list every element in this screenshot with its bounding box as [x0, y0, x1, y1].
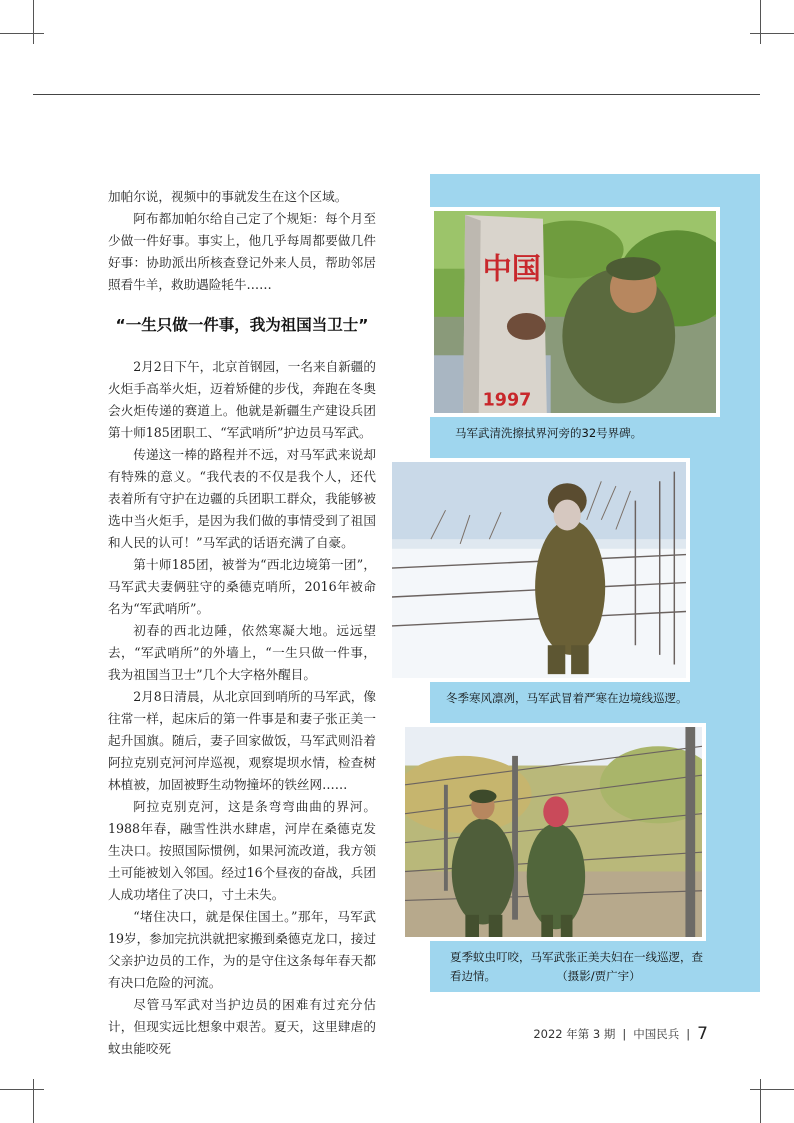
photo-boundary-marker	[430, 207, 720, 417]
paragraph: 阿布都加帕尔给自己定了个规矩：每个月至少做一件好事。事实上，他几乎每周都要做几件好事：协助派出所核查登记外来人员，帮助邻居照看牛羊，救助遇险牦牛……	[108, 211, 376, 292]
paragraph: “堵住决口，就是保住国土。”那年，马军武19岁，参加完抗洪就把家搬到桑德克龙口，接过父亲护边员的工作，为的是守住这条每年春天都有决口危险的河流。	[108, 909, 376, 990]
crop-mark-top-left	[0, 33, 44, 34]
paragraph: 尽管马军武对当护边员的困难有过充分估计，但现实远比想象中艰苦。夏天，这里肆虐的蚊虫能咬死	[108, 997, 376, 1056]
page-number: 7	[697, 1024, 708, 1044]
header-rule	[33, 94, 760, 95]
crop-mark-bottom-left-v	[33, 1079, 34, 1123]
caption-1: 马军武清洗擦拭界河旁的32号界碑。	[455, 426, 643, 440]
paragraph: 阿拉克别克河，这是条弯弯曲曲的界河。1988年春，融雪性洪水肆虐，河岸在桑德克发生决口。按照国际惯例，如果河流改道，我方领土可能被划入邻国。经过16个昼夜的奋战，兵团人成功堵住了决口，寸土未失。	[108, 799, 376, 902]
paragraph: 传递这一棒的路程并不远，对马军武来说却有特殊的意义。“我代表的不仅是我个人，还代表着所有守护在边疆的兵团职工群众，我能够被选中当火炬手，是因为我们做的事情受到了祖国和人民的认可！”马军武的话语充满了自豪。	[108, 447, 376, 550]
footer-divider: |	[622, 1027, 627, 1041]
winter-patrol-illustration	[392, 462, 686, 678]
paragraph: 2月2日下午，北京首钢园，一名来自新疆的火炬手高举火炬，迈着矫健的步伐，奔跑在冬奥会火炬传递的赛道上。他就是新疆生产建设兵团第十师185团职工、“军武哨所”护边员马军武。	[108, 359, 376, 440]
paragraph: 第十师185团，被誉为“西北边境第一团”，马军武夫妻俩驻守的桑德克哨所，2016年被命名为“军武哨所”。	[108, 557, 376, 616]
crop-mark-bottom-right-v	[760, 1079, 761, 1123]
paragraph: 初春的西北边陲，依然寒凝大地。远远望去，“军武哨所”的外墙上，“一生只做一件事，我为祖国当卫士”几个大字格外醒目。	[108, 623, 376, 682]
photo-winter-patrol	[388, 458, 690, 682]
caption-3-text: 夏季蚊虫叮咬，马军武张正美夫妇在一线巡逻，查看边情。	[450, 950, 703, 983]
article-column	[108, 186, 376, 1060]
caption-2: 冬季寒风凛冽，马军武冒着严寒在边境线巡逻。	[446, 691, 688, 705]
footer-divider: |	[686, 1027, 691, 1041]
boundary-marker-illustration	[434, 211, 716, 413]
caption-3	[450, 948, 710, 986]
marker-year: 1997	[482, 390, 532, 411]
page-footer	[533, 1024, 708, 1044]
issue-label: 2022 年第 3 期	[533, 1027, 616, 1041]
crop-mark-bottom-left	[0, 1089, 44, 1090]
crop-mark-top-right-v	[760, 0, 761, 44]
marker-text: 中国	[482, 251, 541, 286]
summer-patrol-illustration	[405, 727, 702, 937]
crop-mark-bottom-right	[750, 1089, 794, 1090]
caption-3-credit: （摄影/贾广宇）	[562, 969, 641, 983]
crop-mark-top-right	[750, 33, 794, 34]
paragraph: 2月8日清晨，从北京回到哨所的马军武，像往常一样，起床后的第一件事是和妻子张正美一起升国旗。随后，妻子回家做饭，马军武则沿着阿拉克别克河河岸巡视，观察堤坝水情，检查树林植被，加固被野生动物撞坏的铁丝网……	[108, 689, 376, 792]
crop-mark-top-left-v	[33, 0, 34, 44]
photo-summer-patrol	[401, 723, 706, 941]
magazine-name: 中国民兵	[633, 1027, 680, 1041]
section-heading: “一生只做一件事，我为祖国当卫士”	[115, 316, 369, 334]
paragraph: 加帕尔说，视频中的事就发生在这个区域。	[108, 189, 348, 204]
